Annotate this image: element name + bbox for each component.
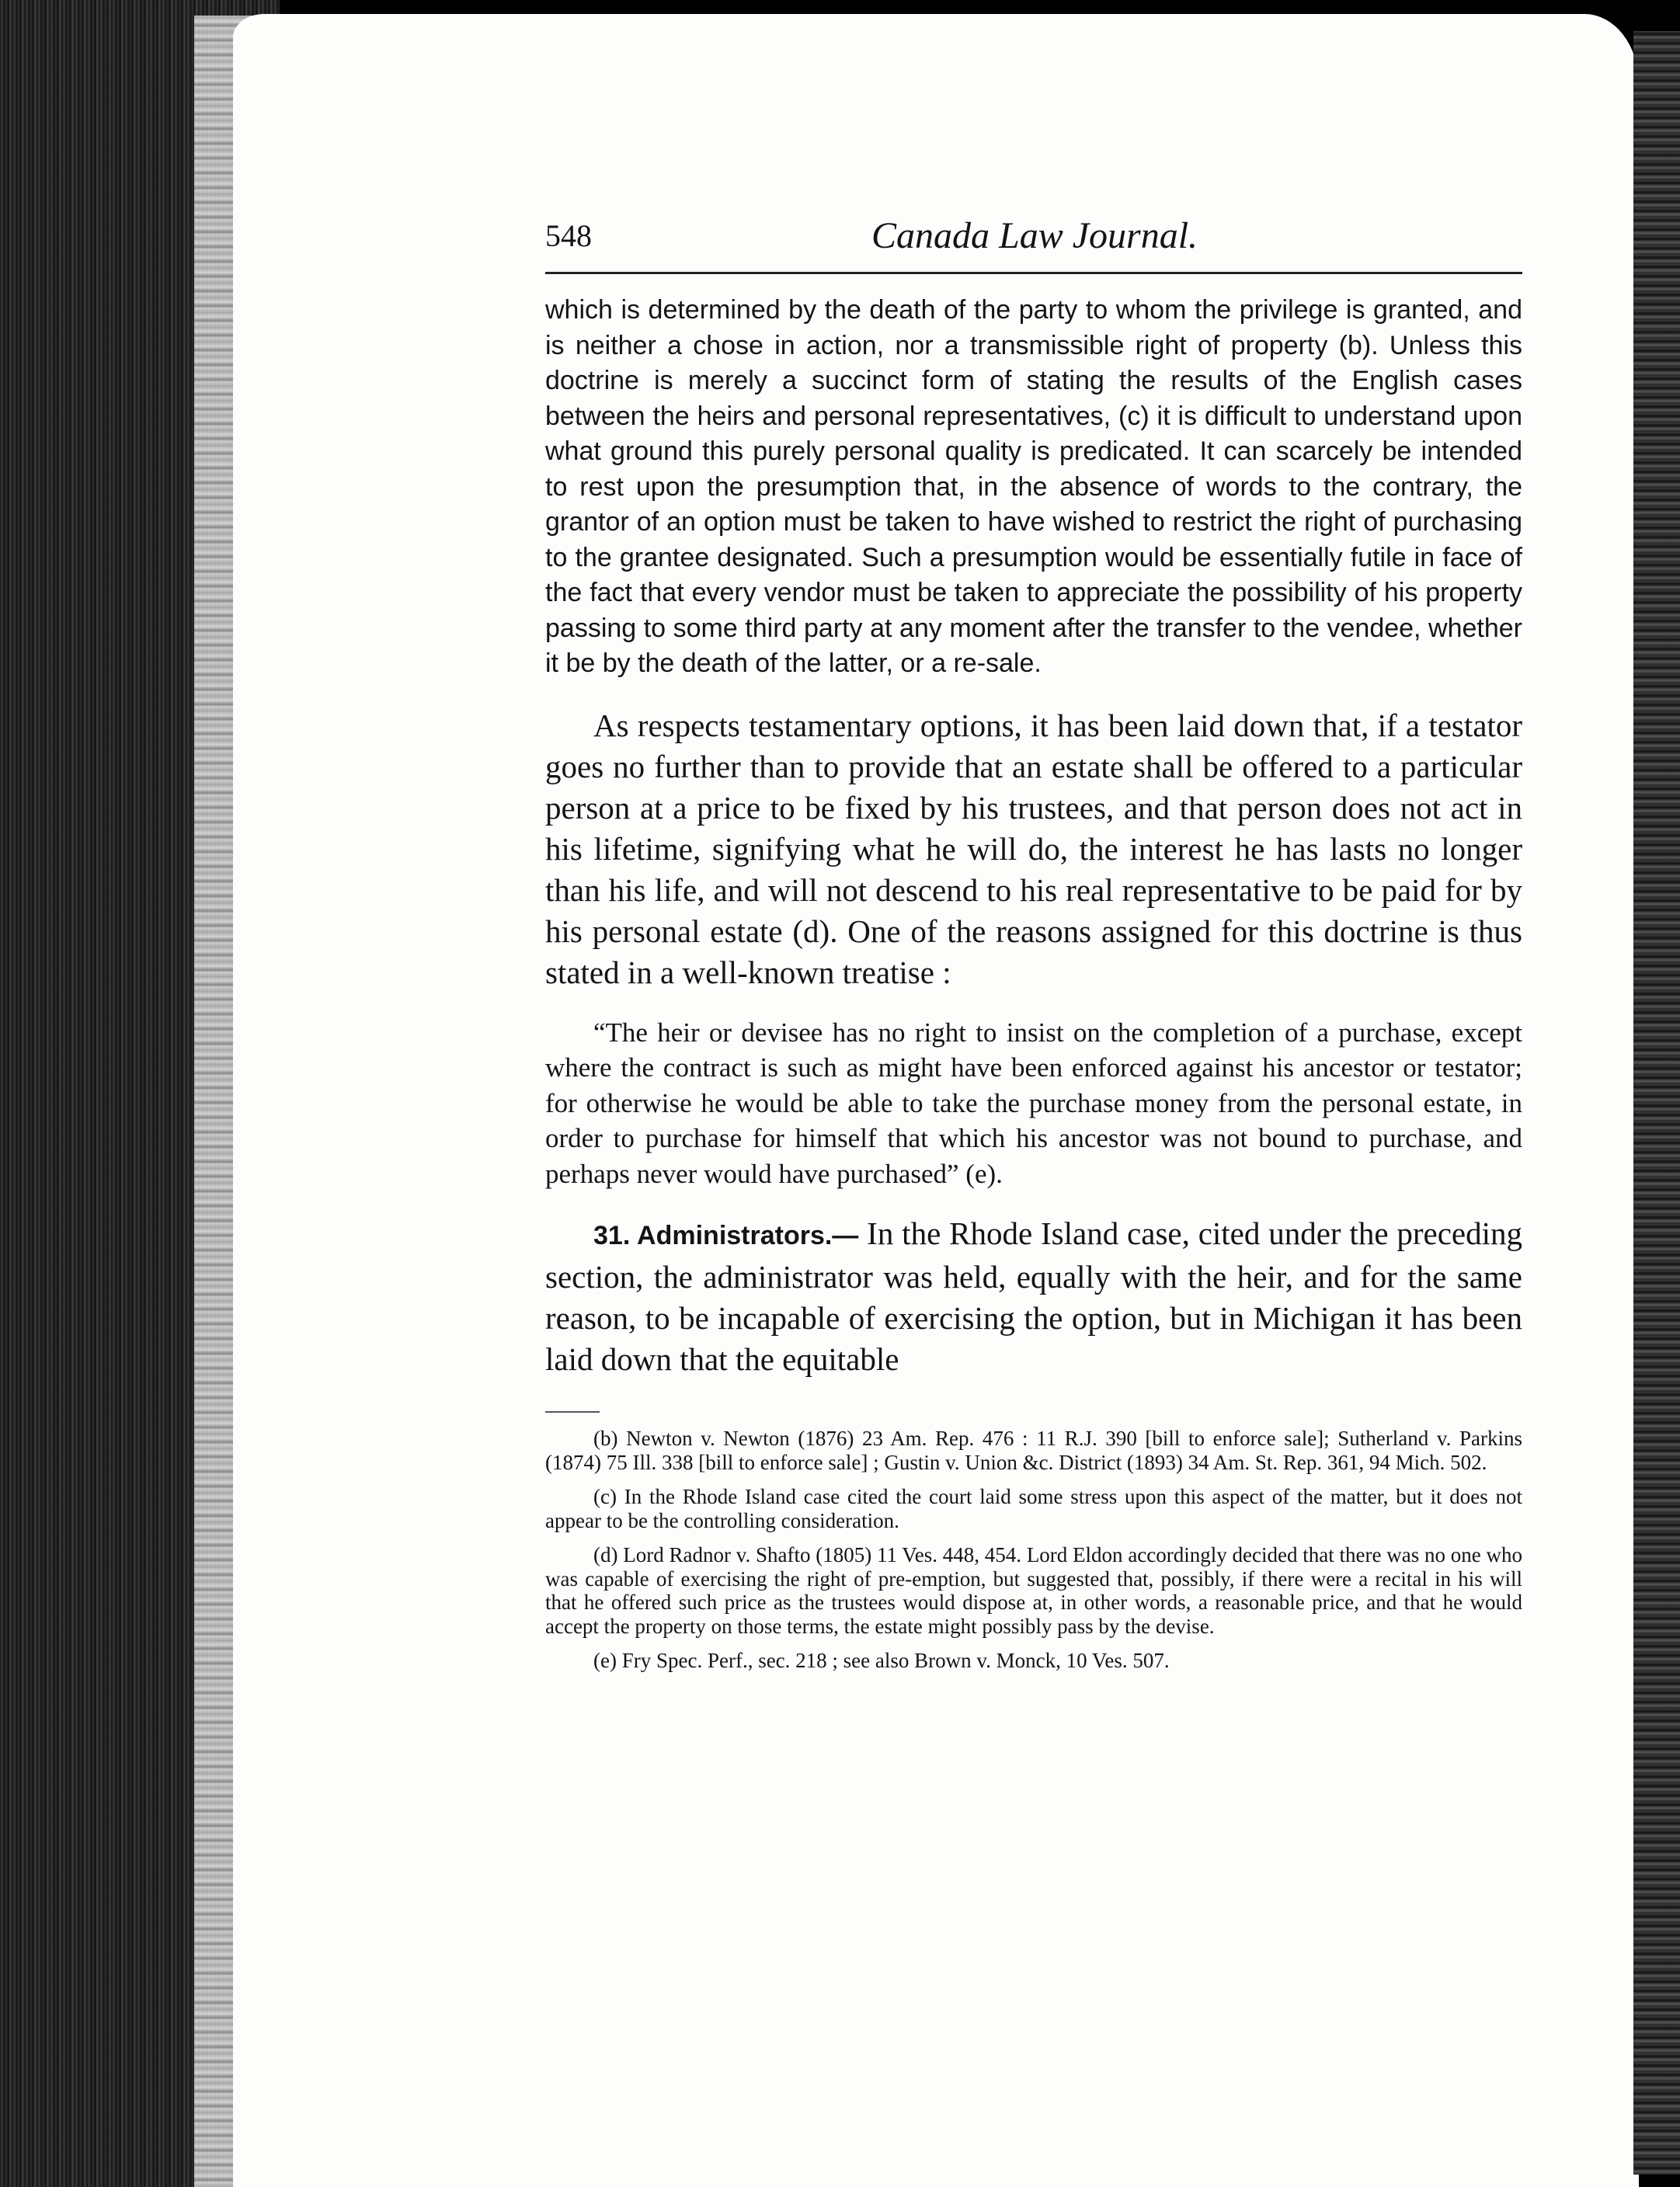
footnote-d: (d) Lord Radnor v. Shafto (1805) 11 Ves. 448, 454. Lord Eldon accordingly decided that there was no one who was capable of exercising the right of pre-emption, but suggested that, possibly, if there were a recital in his will that he offered such price as the trustees would dispose at, in other words, a reasonable price, and that he would accept the property on those terms, the estate might possibly pass by the devise. [545, 1543, 1522, 1638]
page-header [545, 210, 1522, 274]
paragraph-1: which is determined by the death of the party to whom the privilege is granted, and is neither a chose in action, nor a transmissible right of property (b). Unless this doctrine is merely a succinct form of stating the results of the English cases between the heirs and personal representatives, (c) it is difficult to understand upon what ground this purely personal quality is predicated. It can scarcely be intended to rest upon the presumption that, in the absence of words to the contrary, the grantor of an option must be taken to have wished to restrict the right of purchasing to the grantee designated. Such a presumption would be essentially futile in face of the fact that every vendor must be taken to appreciate the possibility of his property passing to some third party at any moment after the transfer to the vendee, whether it be by the death of the latter, or a re-sale. [545, 295, 1522, 678]
page-number: 548 [545, 218, 592, 253]
footnote-c: (c) In the Rhode Island case cited the court laid some stress upon this aspect of the matter, but it does not appear to be the controlling consideration. [545, 1485, 1522, 1532]
paragraph-2: As respects testamentary options, it has been laid down that, if a testator goes no further than to provide that an estate shall be offered to a particular person at a price to be fixed by his trustees, and that person does not act in his lifetime, signifying what he will do, the interest he has lasts no longer than his life, and will not descend to his real representative to be paid for by his personal estate (d). One of the reasons assigned for this doctrine is thus stated in a well-known treatise : [545, 707, 1522, 990]
journal-title: Canada Law Journal. [871, 215, 1198, 256]
footnote-divider [545, 1411, 600, 1413]
right-page-edge [1633, 31, 1680, 2175]
block-quote: “The heir or devisee has no right to insist on the completion of a purchase, except where the contract is such as might have been enforced against his ancestor or testator; for otherwise he would be able to take the purchase money from the personal estate, in order to purchase for himself that which his ancestor was not bound to purchase, and perhaps never would have purchased” (e). [545, 1017, 1522, 1189]
section-body: In the Rhode Island case, cited under the preceding section, the administrator was held, equally with the heir, and for the same reason, to be incapable of exercising the option, but in Michigan it has been laid down that the equitable [545, 1215, 1522, 1377]
section-31 [545, 1213, 1522, 1380]
section-heading: 31. Administrators.— [593, 1221, 859, 1250]
footnote-b: (b) Newton v. Newton (1876) 23 Am. Rep. 476 : 11 R.J. 390 [bill to enforce sale]; Sutherland v. Parkins (1874) 75 Ill. 338 [bill to enforce sale] ; Gustin v. Union &c. District (1893) 34 Am. St. Rep. 361, 94 Mich. 502. [545, 1427, 1522, 1474]
footnote-e: (e) Fry Spec. Perf., sec. 218 ; see also Brown v. Monck, 10 Ves. 507. [593, 1649, 1170, 1672]
page-content [545, 210, 1522, 1684]
